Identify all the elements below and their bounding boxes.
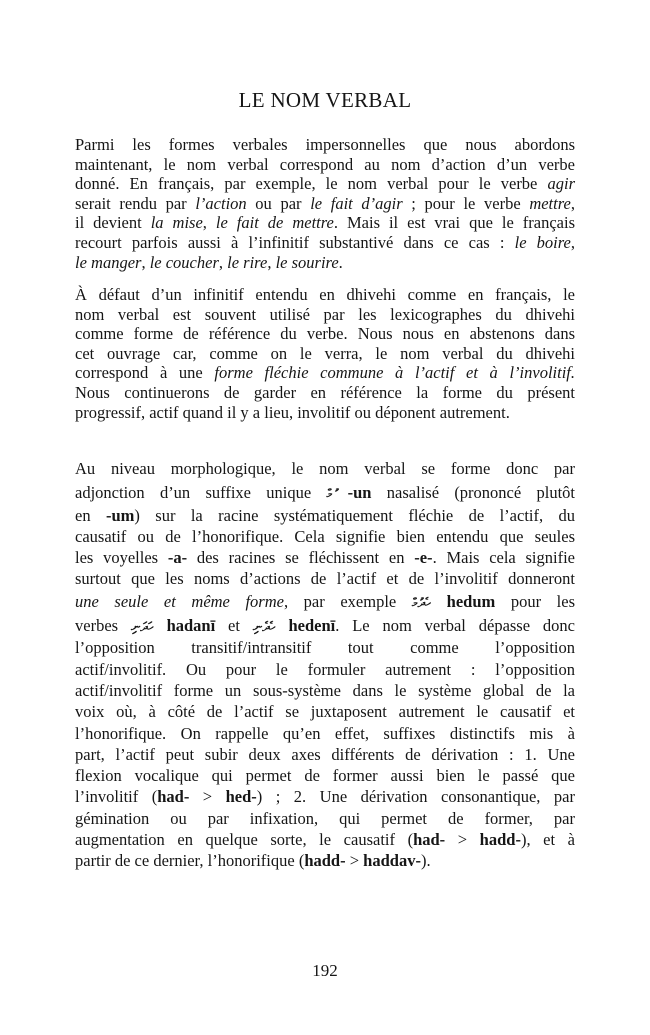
text-line: actif/involitif. Ou pour le formuler autrement : l’opposition — [75, 659, 575, 679]
text-line: en -um) sur la racine systématiquement fléchie de l’actif, du — [75, 505, 575, 525]
text-line: causatif ou de l’honorifique. Cela signifie bien entendu que seules — [75, 526, 575, 546]
text-line: actif/involitif forme un sous-système dans le système global de la — [75, 680, 575, 700]
italic-text: le boire — [514, 232, 571, 252]
text-line: l’opposition transitif/intransitif tout comme l’opposition — [75, 638, 575, 658]
text-line: verbes ހަދަނި hadanī et ހެދެނި hedenī. Le nom verbal dépasse donc — [75, 615, 575, 635]
text-line: voix où, à côté de l’actif se juxtaposent autrement le causatif et — [75, 702, 575, 722]
page-number: 192 — [312, 961, 338, 980]
text-line: donné. En français, par exemple, le nom verbal pour le verbe agir — [75, 174, 575, 194]
text-line: il devient la mise, le fait de mettre. Mais il est vrai que le français — [75, 213, 575, 233]
paragraph-3 — [75, 457, 575, 872]
text-line: l’involitif (had- > hed-) ; 2. Une dérivation consonantique, par — [75, 787, 575, 807]
italic-text: le rire — [227, 252, 268, 272]
italic-text: une seule et même forme — [75, 591, 284, 611]
bold-term: had- — [413, 830, 446, 850]
italic-text: le sourire — [275, 252, 339, 272]
italic-text: l’action — [195, 193, 247, 213]
bold-term: hadanī — [166, 615, 216, 635]
text-line: nom verbal est souvent utilisé par les lexicographes du dhivehi — [75, 304, 575, 324]
bold-term: hedum — [446, 591, 496, 611]
text-line: À défaut d’un infinitif entendu en dhivehi comme en français, le — [75, 285, 575, 304]
thaana-script-word: ހަދަނި — [130, 619, 154, 635]
text-line: serait rendu par l’action ou par le fait d’agir ; pour le verbe mettre, — [75, 193, 575, 213]
bold-term: -un — [347, 482, 372, 502]
text-line: Nous continuerons de garder en référence la forme du présent — [75, 382, 575, 402]
italic-text: le fait d’agir — [310, 193, 403, 213]
text-line: l’honorifique. On rappelle qu’en effet, suffixes distinctifs mis à — [75, 723, 575, 743]
text-line: partir de ce dernier, l’honorifique (hadd- > haddav-). — [75, 851, 431, 871]
page-title: LE NOM VERBAL — [238, 88, 412, 112]
italic-text: la mise — [150, 213, 203, 233]
italic-text: agir — [547, 174, 575, 194]
text-line: une seule et même forme, par exemple ހެދުމް hedum pour les — [75, 591, 576, 611]
bold-term: -a- — [167, 548, 188, 568]
text-line: augmentation en quelque sorte, le causatif (had- > hadd-), et à — [75, 830, 575, 850]
bold-term: hedenī — [288, 615, 336, 635]
text-line: recourt parfois aussi à l’infinitif substantivé dans ce cas : le boire, — [75, 232, 576, 252]
paragraph-1 — [75, 135, 575, 272]
bold-term: had- — [157, 787, 190, 807]
italic-text: le manger — [75, 252, 142, 272]
thaana-script-word: ހެދެނި — [252, 619, 276, 635]
paragraph-2 — [75, 285, 575, 422]
text-line: correspond à une forme fléchie commune à l’actif et à l’involitif. — [75, 363, 575, 383]
text-line: adjonction d’un suffixe unique ުމް -un nasalisé (prononcé plutôt — [75, 482, 575, 502]
thaana-script-word: ހެދުމް — [411, 595, 432, 611]
text-line: les voyelles -a- des racines se fléchissent en -e-. Mais cela signifie — [75, 548, 576, 568]
text-line: part, l’actif peut subir deux axes différents de dérivation : 1. Une — [75, 744, 575, 764]
text-line: Au niveau morphologique, le nom verbal se forme donc par — [75, 459, 575, 478]
bold-term: hadd- — [479, 830, 521, 850]
bold-term: hadd- — [304, 851, 346, 871]
italic-text: mettre — [529, 193, 571, 213]
text-line: maintenant, le nom verbal correspond au nom d’action d’un verbe — [75, 154, 575, 174]
text-line: cet ouvrage car, comme on le verra, le nom verbal du dhivehi — [75, 343, 575, 363]
text-line: comme forme de référence du verbe. Nous nous en abstenons dans — [75, 324, 575, 344]
thaana-script-word: ުމް — [326, 486, 333, 502]
bold-term: -e- — [414, 548, 433, 568]
bold-term: -um — [105, 505, 135, 525]
bold-term: hed- — [225, 787, 257, 807]
italic-text: le fait de mettre — [215, 213, 334, 233]
bold-term: haddav- — [363, 851, 421, 871]
italic-text: forme fléchie commune à l’actif et à l’involitif. — [214, 363, 575, 383]
text-line: progressif, actif quand il y a lieu, involitif ou déponent autrement. — [75, 402, 510, 422]
text-line: le manger, le coucher, le rire, le sourire. — [75, 252, 343, 272]
italic-text: le coucher — [149, 252, 219, 272]
text-line: Parmi les formes verbales impersonnelles que nous abordons — [75, 135, 575, 154]
text-line: surtout que les noms d’actions de l’actif et de l’involitif donneront — [75, 569, 575, 589]
text-line: gémination ou par infixation, qui permet de former, par — [75, 808, 575, 828]
text-line: flexion vocalique qui permet de former aussi bien le passé que — [75, 766, 575, 786]
